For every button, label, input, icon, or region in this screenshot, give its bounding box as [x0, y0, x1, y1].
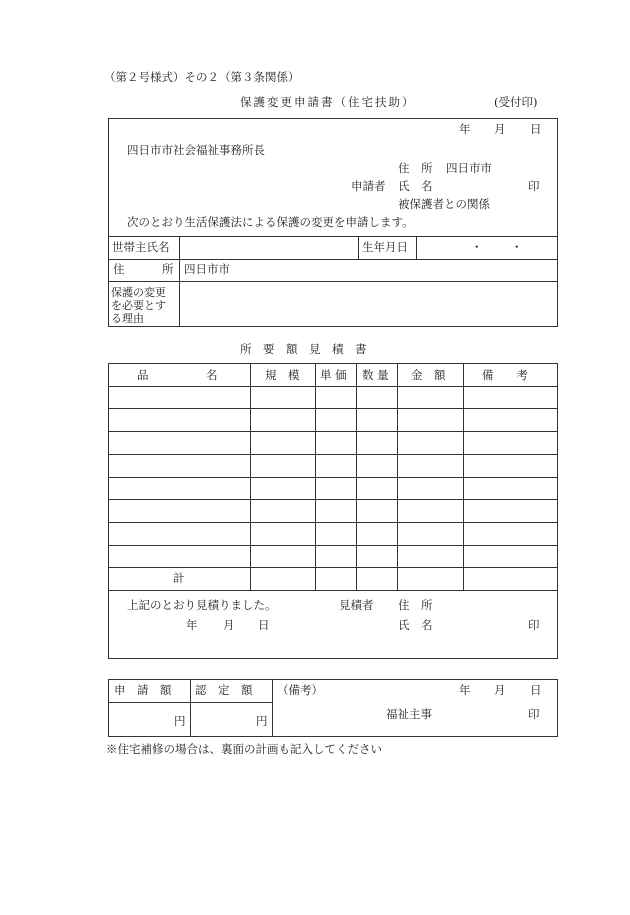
- divider: [108, 281, 558, 282]
- estimator-label: 見積者: [339, 598, 374, 612]
- applicant-name-label: 氏 名: [398, 179, 433, 193]
- column-header-item-name: 品 名: [137, 368, 218, 382]
- requested-amount-label: 申 請 額: [114, 683, 172, 697]
- approved-amount-label: 認 定 額: [195, 683, 253, 697]
- form-number: （第２号様式）その２（第３条関係）: [104, 70, 300, 84]
- relation-label: 被保護者との関係: [398, 197, 490, 211]
- divider: [416, 236, 417, 259]
- row-divider: [108, 499, 558, 500]
- applicant-address-value: 四日市市: [446, 161, 492, 175]
- reason-label-line-1: 保護の変更: [111, 286, 166, 299]
- birthdate-label: 生年月日: [362, 240, 408, 254]
- row-divider: [108, 431, 558, 432]
- residence-value: 四日市市: [184, 262, 230, 276]
- row-divider: [108, 545, 558, 546]
- birthdate-separator: ・: [511, 240, 523, 254]
- column-header-amount: 金 額: [411, 368, 446, 382]
- estimator-seal: 印: [528, 618, 540, 632]
- column-header-quantity: 数 量: [362, 368, 389, 382]
- residence-label-1: 住: [113, 262, 125, 276]
- divider: [272, 679, 273, 737]
- column-header-remarks: 備 考: [482, 368, 528, 382]
- row-divider: [108, 590, 558, 591]
- estimate-year-label: 年: [186, 618, 198, 632]
- column-header-scale: 規 模: [265, 368, 300, 382]
- estimate-title: 所 要 額 見 積 書: [240, 342, 367, 356]
- applicant-seal: 印: [528, 179, 540, 193]
- row-divider: [108, 386, 558, 387]
- residence-label-2: 所: [162, 262, 174, 276]
- reason-label-line-2: を必要とす: [111, 299, 166, 312]
- divider: [179, 236, 180, 327]
- divider: [108, 259, 558, 260]
- date-day-label: 日: [530, 122, 542, 136]
- estimator-address-label: 住 所: [398, 598, 433, 612]
- requested-amount-yen: 円: [174, 714, 186, 728]
- estimate-month-label: 月: [223, 618, 235, 632]
- welfare-officer-label: 福祉主事: [386, 707, 432, 721]
- row-divider: [108, 522, 558, 523]
- divider: [108, 236, 558, 237]
- divider: [358, 236, 359, 259]
- footnote: ※住宅補修の場合は、裏面の計画も記入してください: [106, 742, 382, 756]
- approval-month-label: 月: [494, 683, 506, 697]
- welfare-officer-seal: 印: [528, 707, 540, 721]
- total-label: 計: [173, 571, 185, 585]
- row-divider: [108, 477, 558, 478]
- approval-year-label: 年: [459, 683, 471, 697]
- remarks-label: （備考）: [277, 683, 323, 697]
- estimator-name-label: 氏 名: [398, 618, 433, 632]
- reason-label-line-3: る理由: [111, 312, 144, 325]
- row-divider: [108, 408, 558, 409]
- column-header-unit-price: 単 価: [320, 368, 347, 382]
- approval-day-label: 日: [530, 683, 542, 697]
- birthdate-separator: ・: [471, 240, 483, 254]
- householder-name-label: 世帯主氏名: [112, 240, 170, 254]
- addressee: 四日市市社会福祉事務所長: [127, 143, 265, 157]
- approved-amount-yen: 円: [256, 714, 268, 728]
- request-statement: 次のとおり生活保護法による保護の変更を申請します。: [127, 215, 414, 229]
- received-stamp-label: (受付印): [494, 95, 538, 109]
- row-divider: [108, 454, 558, 455]
- estimate-statement: 上記のとおり見積りました。: [127, 598, 277, 612]
- divider: [108, 702, 272, 703]
- row-divider: [108, 567, 558, 568]
- estimate-day-label: 日: [258, 618, 270, 632]
- applicant-address-label: 住 所: [398, 161, 433, 175]
- approval-box: [108, 679, 558, 737]
- applicant-label: 申請者: [351, 179, 386, 193]
- divider: [190, 679, 191, 737]
- date-year-label: 年: [459, 122, 471, 136]
- page-title: 保護変更申請書（住宅扶助）: [240, 95, 416, 109]
- date-month-label: 月: [494, 122, 506, 136]
